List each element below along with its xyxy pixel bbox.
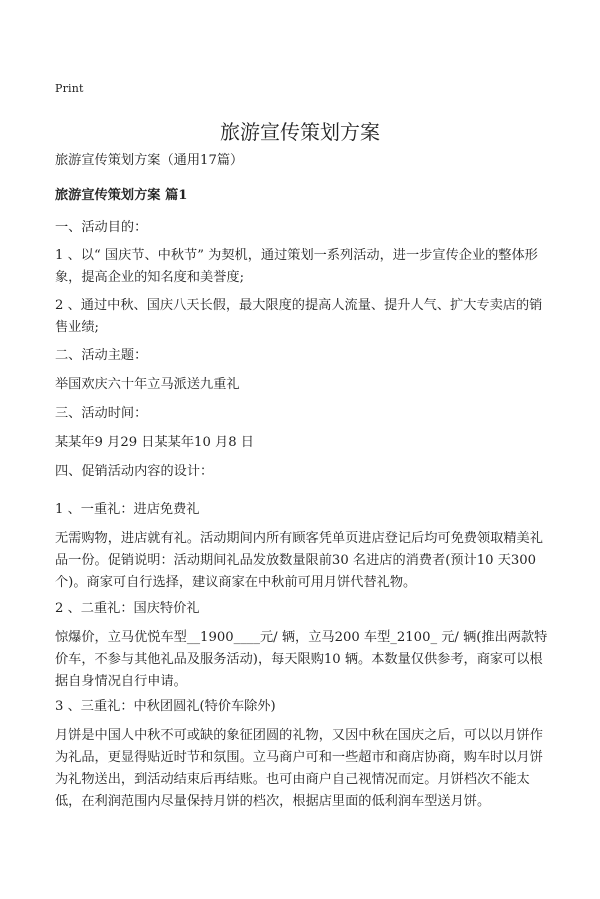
paragraph-gift-2-heading: 2 、二重礼：国庆特价礼 [55,601,200,616]
paragraph-theme: 举国欢庆六十年立马派送九重礼 [55,377,240,392]
print-label: Print [55,82,84,95]
paragraph-purpose-1: 1 、以“ 国庆节、中秋节” 为契机，通过策划一系列活动，进一步宣传企业的整体形象，提高企业的知名度和美誉度; [55,248,538,285]
paragraph-content-heading: 四、促销活动内容的设计： [55,464,214,479]
paragraph-theme-heading: 二、活动主题： [55,348,148,363]
paragraph-time: 某某年9 月29 日某某年10 月8 日 [55,435,254,450]
section-heading: 旅游宣传策划方案 篇1 [55,188,188,203]
paragraph-gift-1-heading: 1 、一重礼：进店免费礼 [55,502,200,517]
paragraph-gift-2: 惊爆价，立马优悦车型__1900____元/ 辆，立马200 车型_2100_ 元/ 辆(推出两款特价车，不参与其他礼品及服务活动)，每天限购10 辆。本数量仅供参考，商家可以根据自身情况自行申请。 [55,630,548,689]
paragraph-purpose-heading: 一、活动目的： [55,220,148,235]
paragraph-gift-3: 月饼是中国人中秋不可或缺的象征团圆的礼物，又因中秋在国庆之后，可以以月饼作为礼品，更显得贴近时节和氛围。立马商户可和一些超市和商店协商，购车时以月饼为礼物送出，到活动结束后再结账。也可由商户自己视情况而定。月饼档次不能太低，在利润范围内尽量保持月饼的档次，根据店里面的低利润车型送月饼。 [55,728,543,809]
paragraph-gift-1: 无需购物，进店就有礼。活动期间内所有顾客凭单页进店登记后均可免费领取精美礼品一份。促销说明：活动期间礼品发放数量限前30 名进店的消费者(预计10 天300 个)。商家可自行选择，建议商家在中秋前可用月饼代替礼物。 [55,531,543,590]
document-subtitle: 旅游宣传策划方案（通用17篇） [55,153,244,168]
document-title: 旅游宣传策划方案 [220,120,380,144]
paragraph-gift-3-heading: 3 、三重礼：中秋团圆礼(特价车除外) [55,699,276,714]
paragraph-purpose-2: 2 、通过中秋、国庆八天长假，最大限度的提高人流量、提升人气、扩大专卖店的销售业绩; [55,298,543,335]
paragraph-time-heading: 三、活动时间： [55,406,148,421]
